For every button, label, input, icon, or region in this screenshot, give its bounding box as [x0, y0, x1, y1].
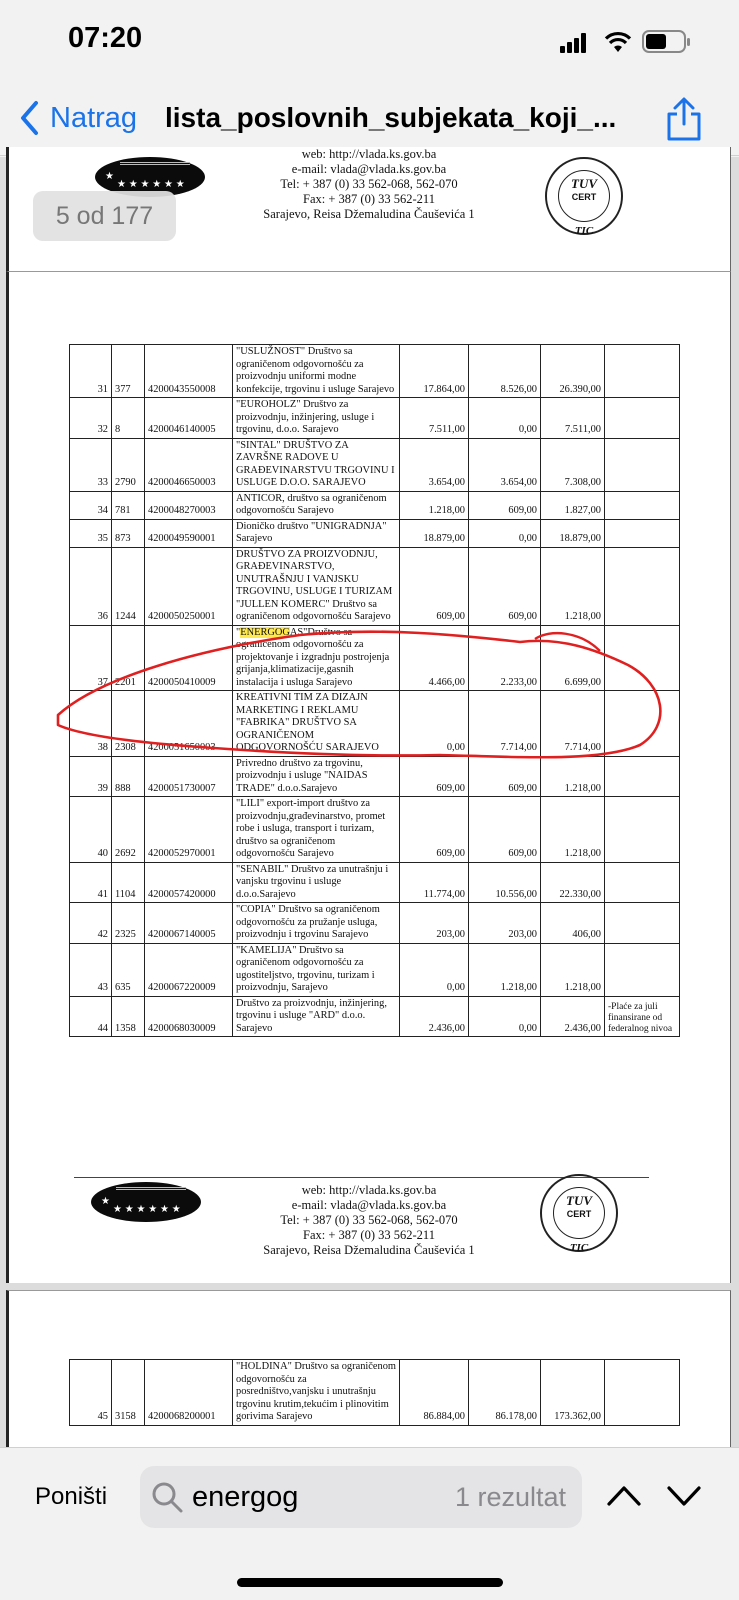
table-row — [70, 756, 680, 797]
row-name: "SENABIL" Društvo za unutrašnju i vanjsku trgovinu i usluge d.o.o.Sarajevo — [233, 862, 400, 903]
row-id: 1244 — [112, 547, 145, 625]
cert-label: CERT — [571, 192, 597, 202]
chevron-down-icon — [664, 1478, 704, 1514]
row-name-prefix: " — [236, 626, 241, 638]
row-amount-a: 4.466,00 — [400, 625, 469, 691]
row-name: "SINTAL" DRUŠTVO ZA ZAVRŠNE RADOVE U GRAĐEVINARSTVU TRGOVINU I USLUGE D.O.O. SARAJEVO — [233, 438, 400, 491]
tuv-cert-seal — [540, 1174, 618, 1252]
row-amount-b: 7.714,00 — [469, 691, 541, 757]
row-id: 8 — [112, 398, 145, 439]
battery-icon — [642, 30, 692, 54]
row-amount-b: 609,00 — [469, 491, 541, 519]
table-row — [70, 491, 680, 519]
row-jib: 4200067220009 — [145, 943, 233, 996]
search-match-highlight: ENERGOG — [240, 626, 290, 638]
row-amount-a: 0,00 — [400, 691, 469, 757]
row-amount-b: 3.654,00 — [469, 438, 541, 491]
row-jib: 4200046650003 — [145, 438, 233, 491]
row-number: 32 — [70, 398, 112, 439]
status-bar — [0, 0, 739, 84]
search-input[interactable] — [192, 1478, 442, 1516]
row-note — [605, 438, 680, 491]
row-amount-b: 0,00 — [469, 398, 541, 439]
row-jib: 4200051650003 — [145, 691, 233, 757]
row-amount-a: 7.511,00 — [400, 398, 469, 439]
table-row — [70, 862, 680, 903]
row-note — [605, 903, 680, 944]
government-logo: ★ ★ ★ ★ ★ ★ ★ — [95, 157, 205, 197]
row-amount-total: 26.390,00 — [541, 345, 605, 398]
cancel-button[interactable]: Poništi — [35, 1483, 108, 1510]
row-name: Dioničko društvo "UNIGRADNJA" Sarajevo — [233, 519, 400, 547]
row-id: 377 — [112, 345, 145, 398]
row-number: 44 — [70, 996, 112, 1037]
row-amount-total: 7.511,00 — [541, 398, 605, 439]
table-row — [70, 398, 680, 439]
web-text: web: http://vlada.ks.gov.ba — [301, 1183, 437, 1197]
row-number: 34 — [70, 491, 112, 519]
row-amount-a: 609,00 — [400, 797, 469, 863]
table-row — [70, 691, 680, 757]
row-note — [605, 756, 680, 797]
row-amount-total: 1.218,00 — [541, 943, 605, 996]
row-amount-b: 8.526,00 — [469, 345, 541, 398]
row-amount-total: 1.827,00 — [541, 491, 605, 519]
row-number: 33 — [70, 438, 112, 491]
row-note — [605, 691, 680, 757]
row-note — [605, 943, 680, 996]
row-note — [605, 1360, 680, 1426]
table-row — [70, 996, 680, 1037]
cert-tic: TIC — [569, 1242, 589, 1254]
table-row — [70, 797, 680, 863]
row-amount-total: 7.308,00 — [541, 438, 605, 491]
government-logo: ★ ★ ★ ★ ★ ★ ★ — [91, 1182, 201, 1222]
table-row — [70, 903, 680, 944]
row-jib: 4200068030009 — [145, 996, 233, 1037]
row-number: 31 — [70, 345, 112, 398]
row-jib: 4200049590001 — [145, 519, 233, 547]
back-label: Natrag — [50, 101, 138, 134]
row-id: 1358 — [112, 996, 145, 1037]
row-amount-b: 0,00 — [469, 996, 541, 1037]
page-counter: 5 od 177 — [33, 191, 176, 241]
row-note — [605, 862, 680, 903]
row-name: "USLUŽNOST" Društvo sa ograničenom odgovornošću za proizvodnju uniformi modne konfekcije, trgovinu i usluge Sarajevo — [233, 345, 400, 398]
fax-text: Fax: + 387 (0) 33 562-211 — [303, 192, 435, 206]
row-note — [605, 345, 680, 398]
row-jib: 4200050410009 — [145, 625, 233, 691]
row-amount-total: 6.699,00 — [541, 625, 605, 691]
phone-text: Tel: + 387 (0) 33 562-068, 562-070 — [280, 1213, 458, 1227]
row-amount-b: 609,00 — [469, 797, 541, 863]
row-amount-a: 203,00 — [400, 903, 469, 944]
row-id: 2790 — [112, 438, 145, 491]
row-amount-b: 203,00 — [469, 903, 541, 944]
row-id: 3158 — [112, 1360, 145, 1426]
wifi-icon — [604, 31, 632, 53]
row-amount-total: 1.218,00 — [541, 797, 605, 863]
search-icon — [150, 1480, 184, 1514]
next-result-button[interactable] — [664, 1478, 704, 1514]
row-amount-a: 609,00 — [400, 756, 469, 797]
chevron-left-icon — [18, 100, 40, 136]
row-amount-b: 10.556,00 — [469, 862, 541, 903]
row-amount-total: 7.714,00 — [541, 691, 605, 757]
row-id: 2308 — [112, 691, 145, 757]
row-name: "EUROHOLZ" Društvo za proizvodnju, inžinjering, usluge i trgovinu, d.o.o. Sarajevo — [233, 398, 400, 439]
row-id: 2201 — [112, 625, 145, 691]
row-jib: 4200068200001 — [145, 1360, 233, 1426]
row-number: 38 — [70, 691, 112, 757]
email-text: e-mail: vlada@vlada.ks.gov.ba — [291, 1198, 447, 1212]
row-jib: 4200043550008 — [145, 345, 233, 398]
row-id: 2692 — [112, 797, 145, 863]
row-note — [605, 491, 680, 519]
row-note: -Plaće za juli finansirane od federalnog nivoa — [605, 996, 680, 1037]
row-amount-total: 173.362,00 — [541, 1360, 605, 1426]
row-number: 39 — [70, 756, 112, 797]
row-number: 42 — [70, 903, 112, 944]
row-name-suffix: AS"Društvo sa ograničenom odgovornošću za projektovanje i izgradnju postrojenja grijanja,klimatizacije,gasnih instalacija i usluga Sarajevo — [236, 626, 390, 688]
letterhead-contact-prev — [239, 147, 499, 222]
row-id: 888 — [112, 756, 145, 797]
table-row — [70, 547, 680, 625]
row-jib: 4200046140005 — [145, 398, 233, 439]
navigation-bar — [0, 84, 739, 156]
row-number: 36 — [70, 547, 112, 625]
fax-text: Fax: + 387 (0) 33 562-211 — [303, 1228, 435, 1242]
phone-text: Tel: + 387 (0) 33 562-068, 562-070 — [280, 177, 458, 191]
row-number: 41 — [70, 862, 112, 903]
row-amount-a: 0,00 — [400, 943, 469, 996]
row-amount-a: 17.864,00 — [400, 345, 469, 398]
web-text: web: http://vlada.ks.gov.ba — [301, 147, 437, 161]
address-text: Sarajevo, Reisa Džemaludina Čauševića 1 — [263, 1243, 475, 1257]
table-row — [70, 438, 680, 491]
row-amount-a: 18.879,00 — [400, 519, 469, 547]
table-row — [70, 943, 680, 996]
row-note — [605, 625, 680, 691]
row-amount-total: 18.879,00 — [541, 519, 605, 547]
email-text: e-mail: vlada@vlada.ks.gov.ba — [291, 162, 447, 176]
cellular-signal-icon — [560, 33, 588, 53]
share-icon — [663, 96, 705, 142]
row-note — [605, 797, 680, 863]
subjects-table-next — [69, 1359, 680, 1426]
address-text: Sarajevo, Reisa Džemaludina Čauševića 1 — [263, 207, 475, 221]
row-number: 40 — [70, 797, 112, 863]
tuv-cert-seal — [545, 157, 623, 235]
result-count: 1 rezultat — [454, 1482, 566, 1512]
row-jib: 4200048270003 — [145, 491, 233, 519]
table-row — [70, 519, 680, 547]
row-amount-b: 2.233,00 — [469, 625, 541, 691]
row-id: 781 — [112, 491, 145, 519]
row-jib: 4200052970001 — [145, 797, 233, 863]
row-name: ANTICOR, društvo sa ograničenom odgovornošću Sarajevo — [233, 491, 400, 519]
subjects-table — [69, 344, 680, 1037]
row-number: 45 — [70, 1360, 112, 1426]
row-amount-b: 609,00 — [469, 756, 541, 797]
row-amount-a: 11.774,00 — [400, 862, 469, 903]
chevron-up-icon — [604, 1478, 644, 1514]
row-amount-total: 1.218,00 — [541, 547, 605, 625]
row-amount-a: 3.654,00 — [400, 438, 469, 491]
row-name: KREATIVNI TIM ZA DIZAJN MARKETING I REKLAMU "FABRIKA" DRUŠTVO SA OGRANIČENOM ODGOVORNOŠĆU SARAJEVO — [233, 691, 400, 757]
row-amount-b: 86.178,00 — [469, 1360, 541, 1426]
cert-label: CERT — [566, 1209, 592, 1219]
cert-tic: TIC — [574, 225, 594, 237]
home-indicator[interactable] — [237, 1578, 503, 1587]
row-name: Društvo za proizvodnju, inžinjering, trgovinu i usluge "ARD" d.o.o. Sarajevo — [233, 996, 400, 1037]
search-field[interactable] — [140, 1466, 582, 1528]
pdf-page-current — [6, 271, 731, 1283]
row-id: 873 — [112, 519, 145, 547]
document-title: lista_poslovnih_subjekata_koji_... — [165, 102, 617, 133]
row-name: "HOLDINA" Društvo sa ograničenom odgovornošću za posredništvo,vanjsku i unutrašnju trgovinu krutim,tekućim i plinovitim gorivima Sarajevo — [233, 1360, 400, 1426]
row-amount-a: 2.436,00 — [400, 996, 469, 1037]
row-jib: 4200067140005 — [145, 903, 233, 944]
row-id: 635 — [112, 943, 145, 996]
row-id: 1104 — [112, 862, 145, 903]
row-id: 2325 — [112, 903, 145, 944]
row-note — [605, 547, 680, 625]
row-amount-a: 1.218,00 — [400, 491, 469, 519]
row-note — [605, 519, 680, 547]
row-amount-total: 406,00 — [541, 903, 605, 944]
row-name: "COPIA" Društvo sa ograničenom odgovornošću za pružanje usluga, proizvodnju i trgovinu Sarajevo — [233, 903, 400, 944]
row-number: 43 — [70, 943, 112, 996]
letterhead-contact — [239, 1183, 499, 1258]
row-amount-b: 1.218,00 — [469, 943, 541, 996]
cert-brand: TUV — [566, 1193, 592, 1208]
row-amount-a: 609,00 — [400, 547, 469, 625]
row-amount-a: 86.884,00 — [400, 1360, 469, 1426]
back-button[interactable] — [18, 98, 137, 138]
row-name: Privredno društvo za trgovinu, proizvodnju i usluge "NAIDAS TRADE" d.o.o.Sarajevo — [233, 756, 400, 797]
row-amount-total: 1.218,00 — [541, 756, 605, 797]
row-jib: 4200051730007 — [145, 756, 233, 797]
row-number: 37 — [70, 625, 112, 691]
row-name: "KAMELIJA" Društvo sa ograničenom odgovornošću za ugostiteljstvo, trgovinu, turizam i proizvodnju, Sarajevo — [233, 943, 400, 996]
table-row — [70, 625, 680, 691]
share-button[interactable] — [663, 96, 705, 142]
table-row — [70, 345, 680, 398]
row-number: 35 — [70, 519, 112, 547]
previous-result-button[interactable] — [604, 1478, 644, 1514]
document-view[interactable] — [0, 147, 739, 1447]
row-jib: 4200050250001 — [145, 547, 233, 625]
row-amount-b: 0,00 — [469, 519, 541, 547]
row-name: DRUŠTVO ZA PROIZVODNJU, GRAĐEVINARSTVO, UNUTRAŠNJU I VANJSKU TRGOVINU, USLUGE I TURIZAM "JULLEN KOMERC" Društvo sa ograničenom odgovornošću Sarajevo — [233, 547, 400, 625]
row-amount-total: 22.330,00 — [541, 862, 605, 903]
row-jib: 4200057420000 — [145, 862, 233, 903]
row-name — [233, 625, 400, 691]
status-time: 07:20 — [68, 22, 143, 54]
cert-brand: TUV — [571, 176, 597, 191]
row-name: "LILI" export-import društvo za proizvodnju,građevinarstvo, promet robe i usluga, transport i turizam, društvo sa ograničenom odgovornošću Sarajevo — [233, 797, 400, 863]
table-row — [70, 1360, 680, 1426]
row-amount-b: 609,00 — [469, 547, 541, 625]
row-amount-total: 2.436,00 — [541, 996, 605, 1037]
row-note — [605, 398, 680, 439]
